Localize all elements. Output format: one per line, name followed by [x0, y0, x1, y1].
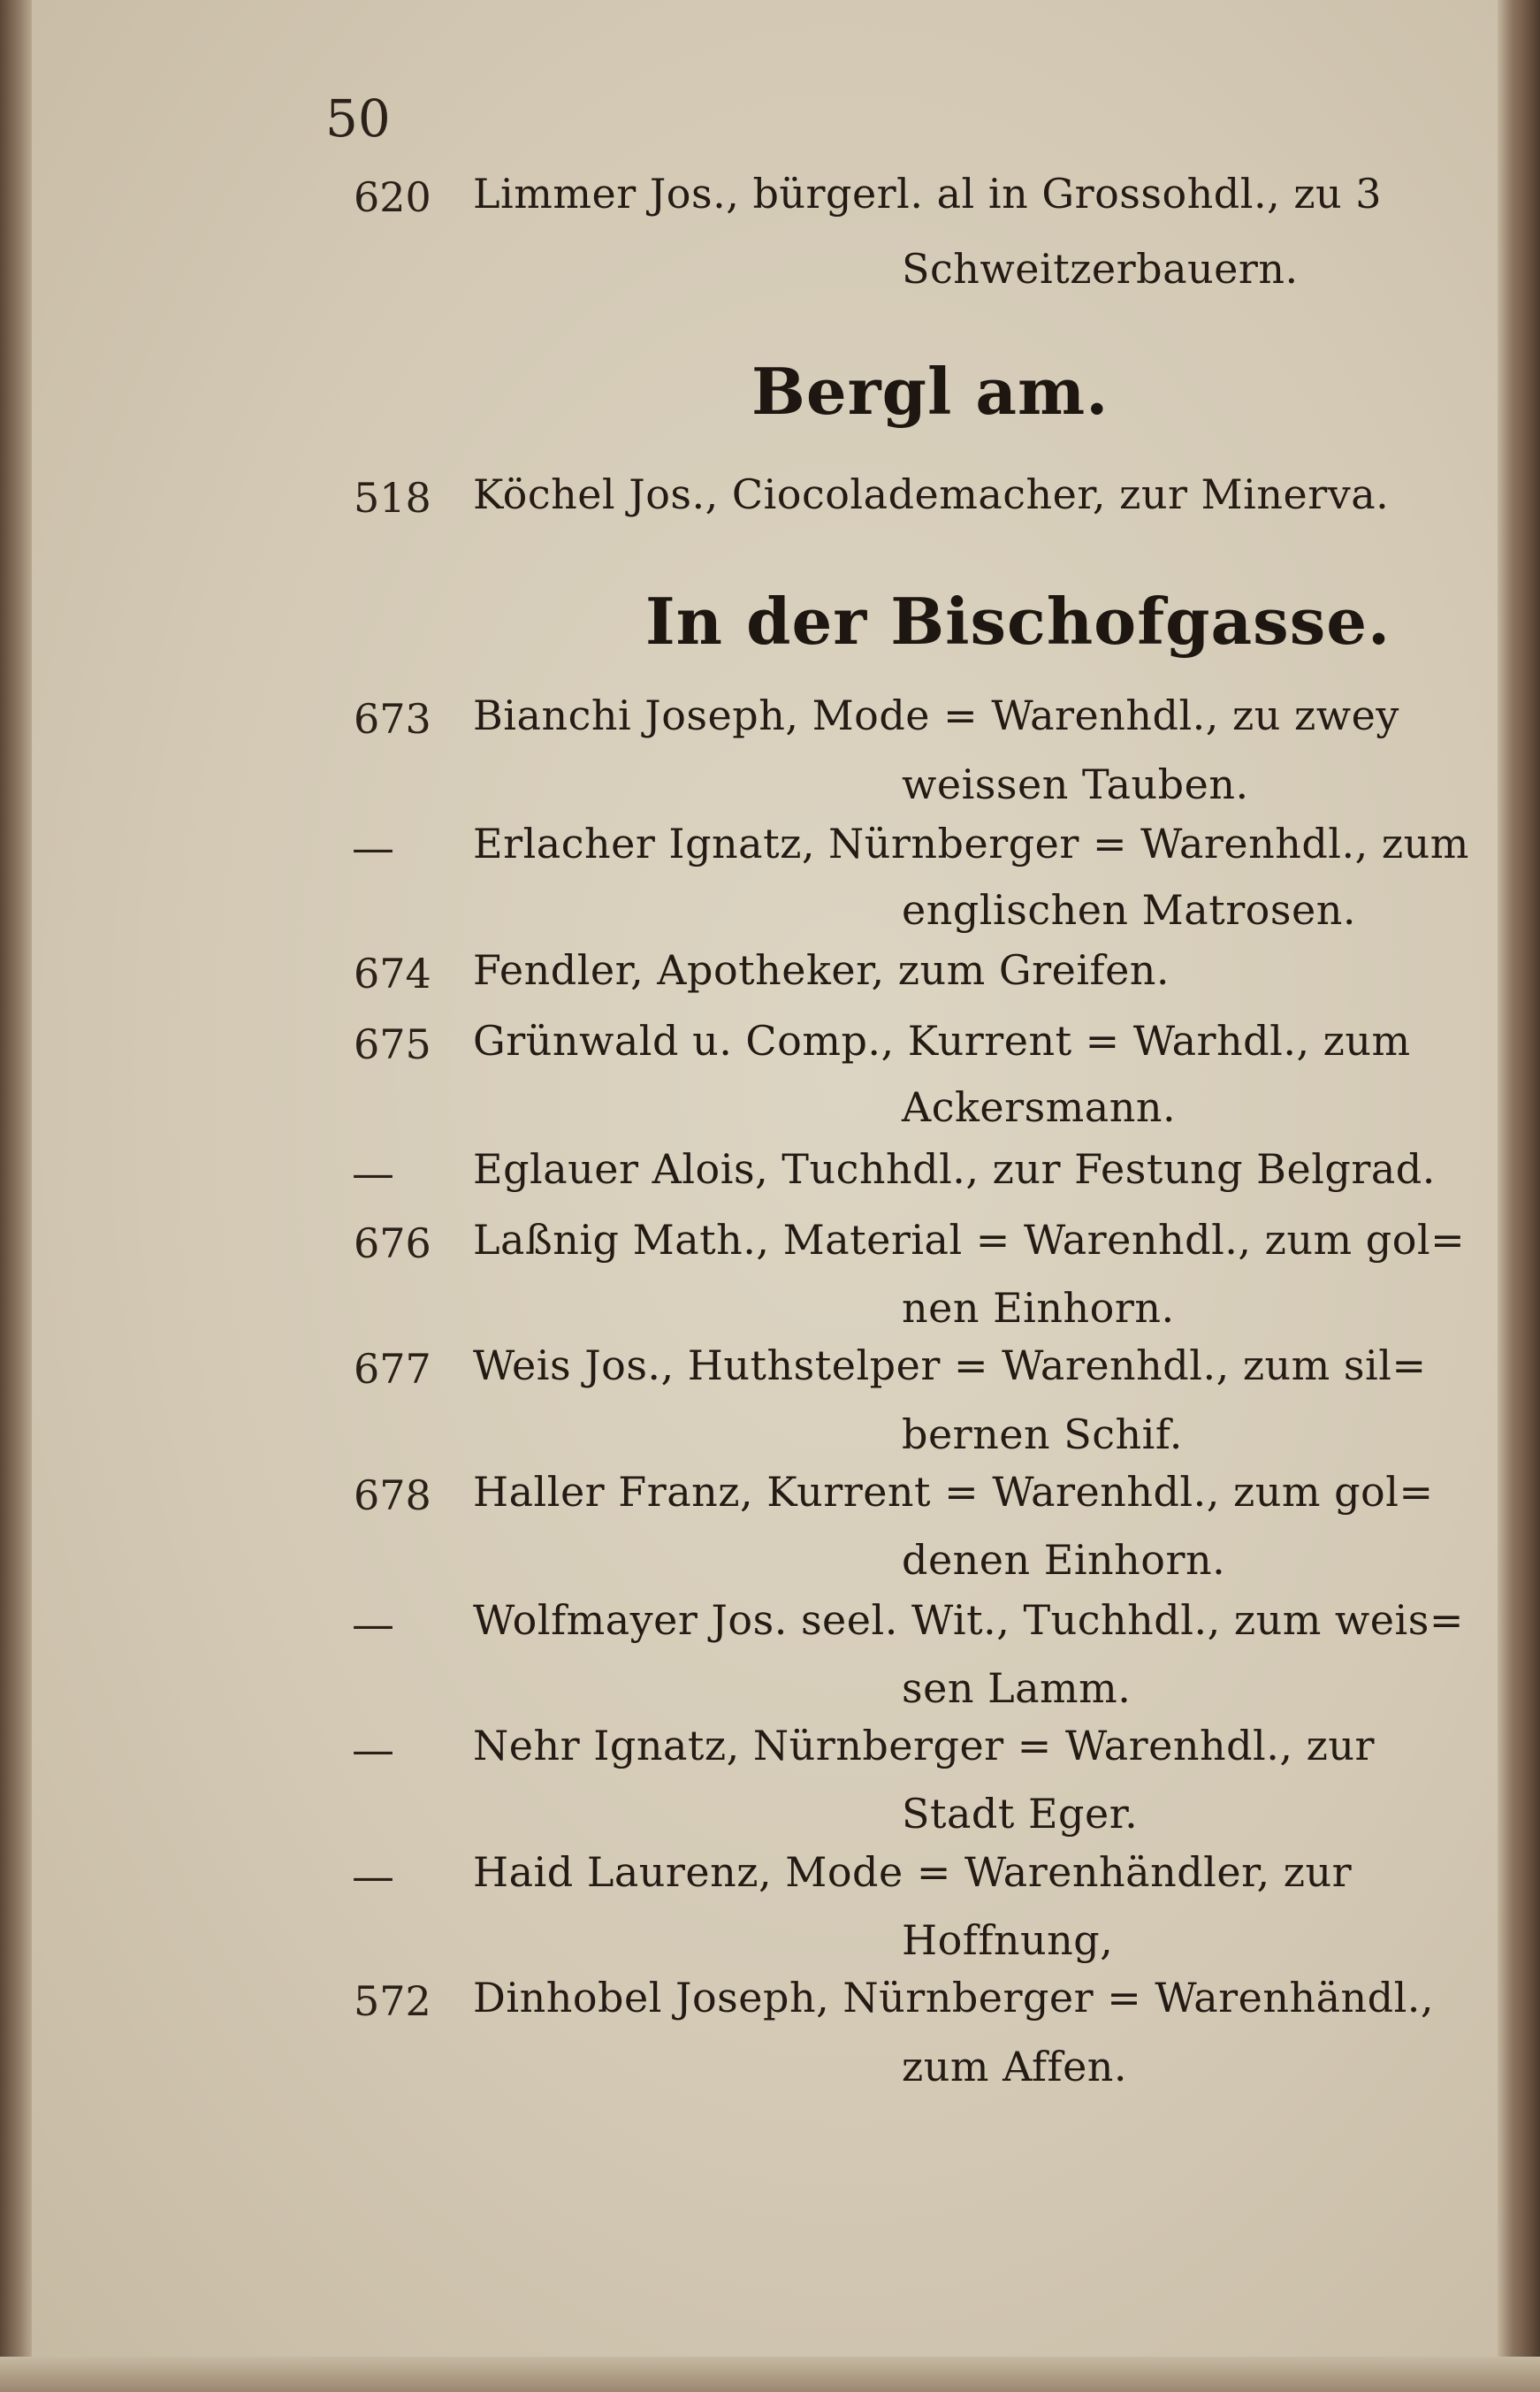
house-number: 675: [354, 1020, 431, 1068]
entry-ditto-dash: —: [352, 1600, 394, 1649]
entry-text: Eglauer Alois, Tuchhdl., zur Festung Belgrad.: [473, 1145, 1436, 1193]
entry-continuation: Stadt Eger.: [902, 1790, 1139, 1838]
entry-text: Erlacher Ignatz, Nürnberger = Warenhdl., zum: [473, 820, 1469, 867]
street-heading: In der Bischofgasse.: [645, 584, 1391, 659]
house-number: 676: [354, 1219, 431, 1267]
house-number: 677: [354, 1345, 431, 1393]
page-edge-bottom: [0, 2357, 1540, 2392]
entry-text: Haid Laurenz, Mode = Warenhändler, zur: [473, 1848, 1353, 1896]
entry-continuation: sen Lamm.: [902, 1664, 1132, 1712]
house-number: 678: [354, 1471, 431, 1519]
house-number: 620: [354, 173, 431, 221]
house-number: 673: [354, 695, 431, 743]
book-spine-shadow: [0, 0, 32, 2392]
entry-continuation: Ackersmann.: [902, 1083, 1177, 1131]
entry-continuation: denen Einhorn.: [902, 1536, 1226, 1584]
entry-text: Weis Jos., Huthstelper = Warenhdl., zum sil=: [473, 1341, 1427, 1389]
entry-continuation: zum Affen.: [902, 2043, 1128, 2090]
entry-text: Limmer Jos., bürgerl. al in Grossohdl., zu 3: [473, 170, 1383, 218]
entry-ditto-dash: —: [352, 1725, 394, 1775]
street-heading: Bergl am.: [751, 354, 1109, 429]
page-edge-right: [1498, 0, 1540, 2392]
entry-continuation: bernen Schif.: [902, 1410, 1183, 1458]
entry-continuation: Hoffnung,: [902, 1916, 1114, 1964]
entry-ditto-dash: —: [352, 1149, 394, 1198]
entry-ditto-dash: —: [352, 823, 394, 873]
house-number: 674: [354, 950, 431, 997]
entry-text: Wolfmayer Jos. seel. Wit., Tuchhdl., zum weis=: [473, 1596, 1464, 1644]
entry-text: Laßnig Math., Material = Warenhdl., zum gol=: [473, 1216, 1466, 1264]
entry-continuation: nen Einhorn.: [902, 1284, 1175, 1332]
entry-text: Bianchi Joseph, Mode = Warenhdl., zu zwey: [473, 692, 1399, 739]
entry-continuation: englischen Matrosen.: [902, 886, 1356, 934]
entry-text: Grünwald u. Comp., Kurrent = Warhdl., zum: [473, 1017, 1411, 1065]
entry-text: Köchel Jos., Ciocolademacher, zur Minerva.: [473, 470, 1390, 518]
entry-ditto-dash: —: [352, 1852, 394, 1901]
entry-text: Haller Franz, Kurrent = Warenhdl., zum gol=: [473, 1468, 1434, 1516]
house-number: 572: [354, 1977, 431, 2025]
page-number: 50: [325, 88, 391, 149]
entry-continuation: Schweitzerbauern.: [902, 245, 1299, 293]
entry-text: Nehr Ignatz, Nürnberger = Warenhdl., zur: [473, 1722, 1375, 1769]
entry-text: Fendler, Apotheker, zum Greifen.: [473, 946, 1170, 994]
entry-continuation: weissen Tauben.: [902, 760, 1249, 808]
entry-text: Dinhobel Joseph, Nürnberger = Warenhändl.,: [473, 1974, 1435, 2021]
house-number: 518: [354, 474, 431, 522]
